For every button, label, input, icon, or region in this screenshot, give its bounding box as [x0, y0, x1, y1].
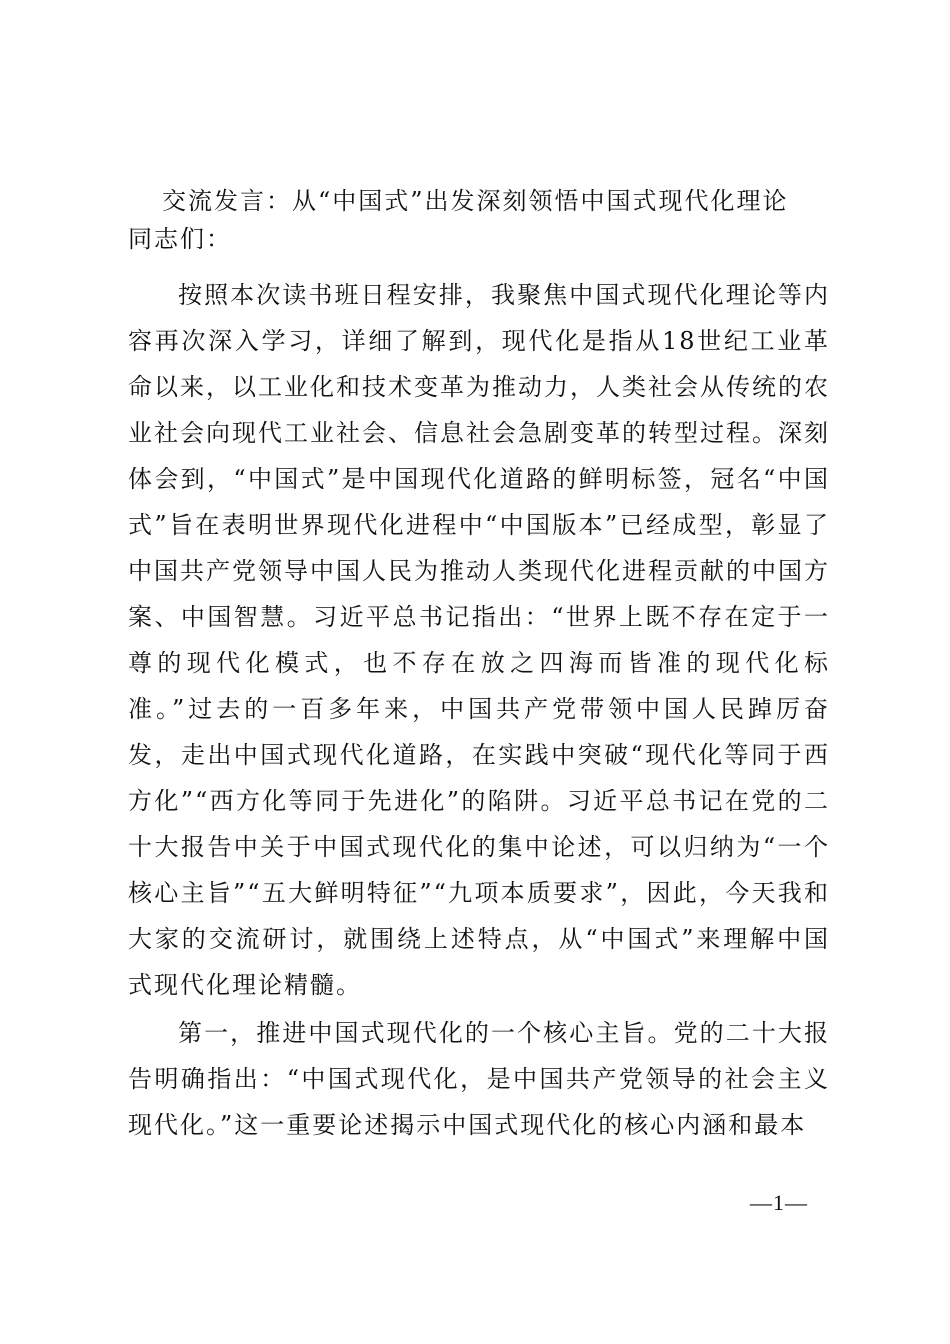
salutation: 同志们： — [128, 225, 232, 253]
page-number: —1— — [750, 1190, 808, 1215]
paragraph-intro: 按照本次读书班日程安排，我聚焦中国式现代化理论等内容再次深入学习，详细了解到，现代化是指从18世纪工业革命以来，以工业化和技术变革为推动力，人类社会从传统的农业社会向现代工业社会、信息社会急剧变革的转型过程。深刻体会到，“中国式”是中国现代化道路的鲜明标签，冠名“中国式”旨在表明世界现代化进程中“中国版本”已经成型，彰显了中国共产党领导中国人民为推动人类现代化进程贡献的中国方案、中国智慧。习近平总书记指出：“世界上既不存在定于一尊的现代化模式，也不存在放之四海而皆准的现代化标准。”过去的一百多年来，中国共产党带领中国人民踔厉奋发，走出中国式现代化道路，在实践中突破“现代化等同于西方化”“西方化等同于先进化”的陷阱。习近平总书记在党的二十大报告中关于中国式现代化的集中论述，可以归纳为“一个核心主旨”“五大鲜明特征”“九项本质要求”，因此，今天我和大家的交流研讨，就围绕上述特点，从“中国式”来理解中国式现代化理论精髓。 — [128, 281, 830, 999]
paragraph-first-point: 第一，推进中国式现代化的一个核心主旨。党的二十大报告明确指出：“中国式现代化，是中国共产党领导的社会主义现代化。”这一重要论述揭示中国式现代化的核心内涵和最本 — [128, 1019, 830, 1139]
document-title: 交流发言：从“中国式”出发深刻领悟中国式现代化理论 — [162, 187, 789, 215]
